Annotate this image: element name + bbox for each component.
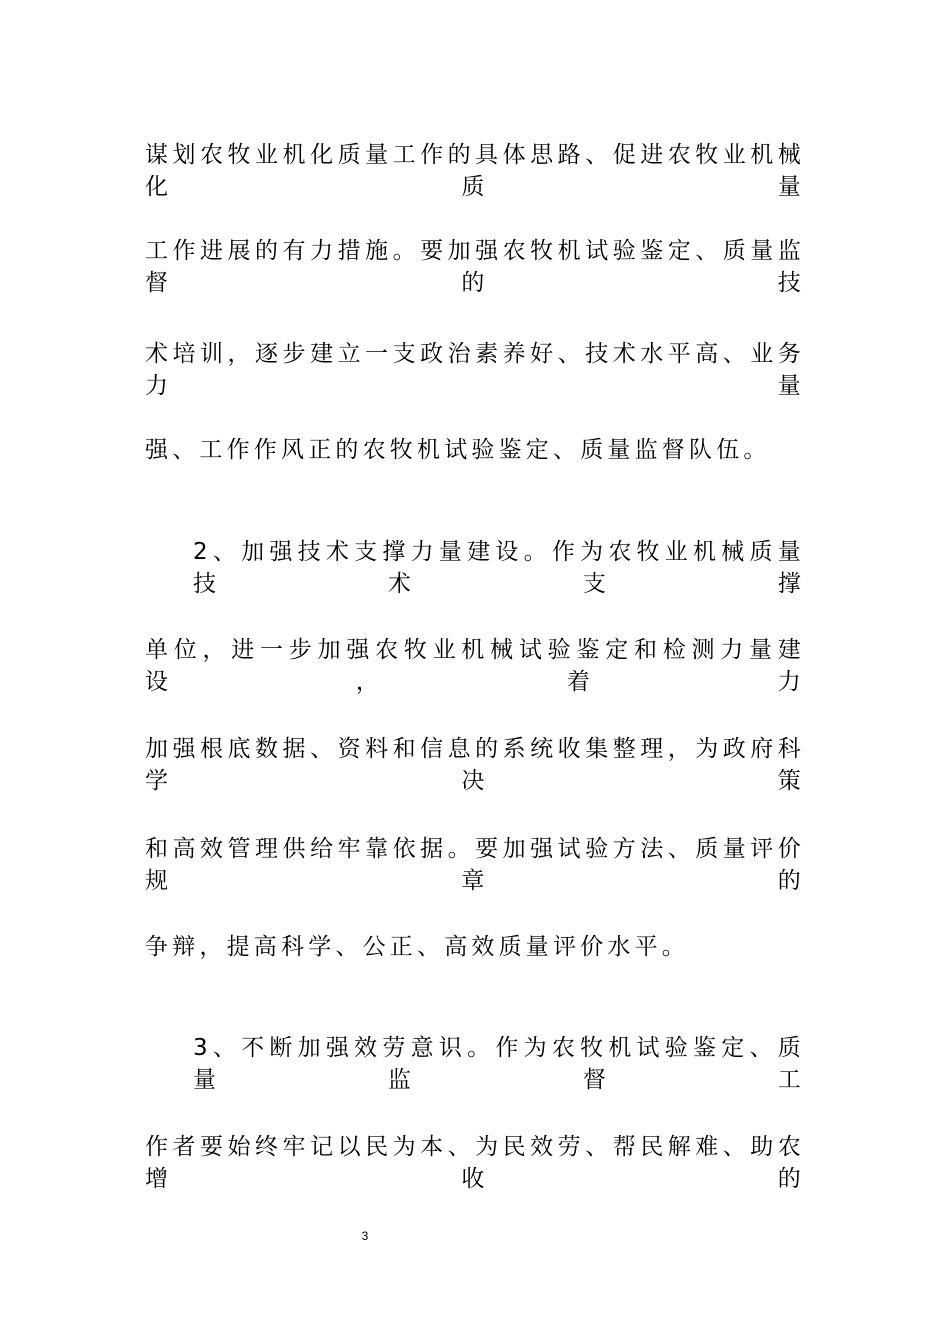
text-line-4: 强、工作作风正的农牧机试验鉴定、质量监督队伍。 [145, 437, 771, 463]
paragraph-2-line-1: 2、加强技术支撑力量建设。作为农牧业机械质量技术支撑 [193, 539, 805, 597]
text-line-3: 术培训，逐步建立一支政治素养好、技术水平高、业务力量 [145, 341, 805, 399]
text-line-7: 加强根底数据、资料和信息的系统收集整理，为政府科学决策 [145, 736, 805, 794]
page-number: 3 [361, 1229, 369, 1243]
text-line-6: 单位，进一步加强农牧业机械试验鉴定和检测力量建设，着力 [145, 637, 805, 695]
paragraph-3-line-1: 3、不断加强效劳意识。作为农牧机试验鉴定、质量监督工 [193, 1035, 805, 1093]
text-line-2: 工作进展的有力措施。要加强农牧机试验鉴定、质量监督的技 [145, 238, 805, 296]
text-line-8: 和高效管理供给牢靠依据。要加强试验方法、质量评价规章的 [145, 836, 805, 894]
text-line-9: 争辩，提高科学、公正、高效质量评价水平。 [145, 934, 689, 960]
text-line-11: 作者要始终牢记以民为本、为民效劳、帮民解难、助农增收的 [145, 1134, 805, 1192]
text-line-1: 谋划农牧业机化质量工作的具体思路、促进农牧业机械化质量 [145, 142, 805, 200]
